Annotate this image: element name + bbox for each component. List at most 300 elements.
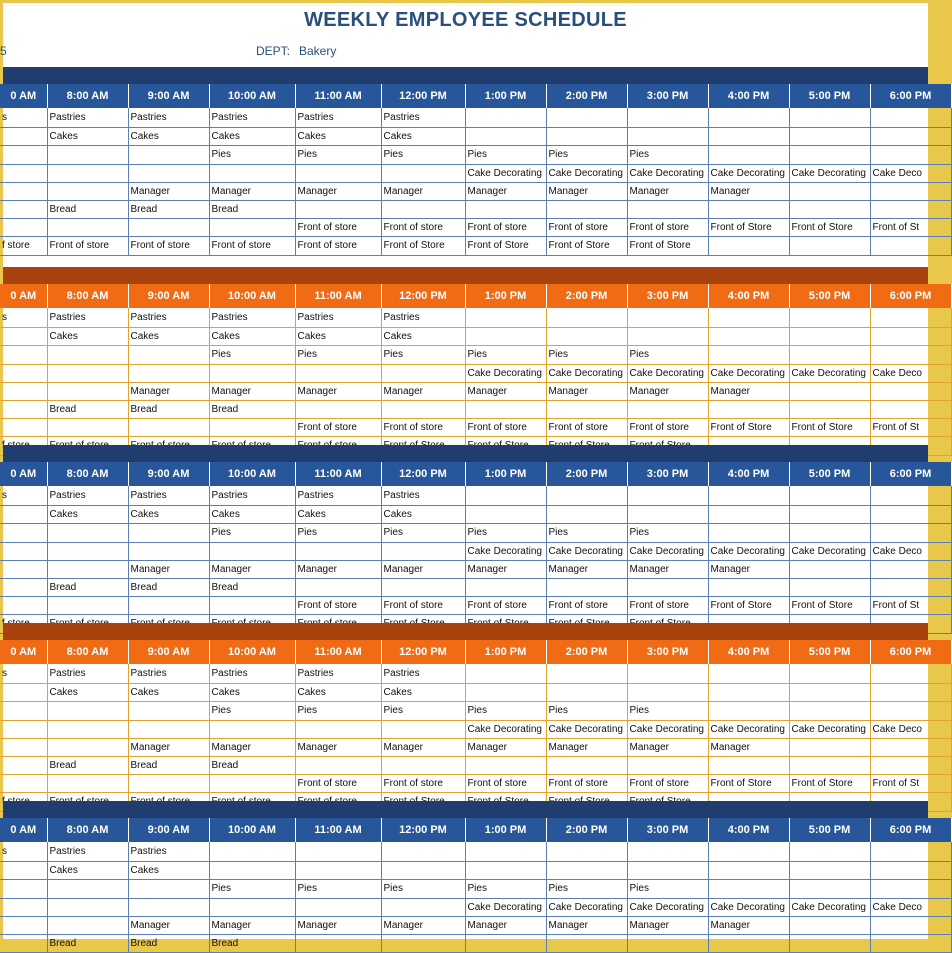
schedule-cell[interactable] [465, 400, 546, 418]
time-header-cell[interactable]: 12:00 PM [381, 462, 465, 486]
schedule-cell[interactable] [295, 861, 381, 879]
schedule-cell[interactable]: Pies [627, 345, 708, 364]
schedule-cell[interactable]: Pies [381, 879, 465, 898]
schedule-cell[interactable] [295, 578, 381, 596]
schedule-cell[interactable]: Manager [209, 738, 295, 756]
time-header-cell[interactable]: 1:00 PM [465, 818, 546, 842]
time-header-cell[interactable]: 12:00 PM [381, 284, 465, 308]
schedule-cell[interactable] [546, 108, 627, 127]
schedule-cell[interactable] [627, 934, 708, 952]
schedule-cell[interactable]: Manager [128, 182, 209, 200]
schedule-cell[interactable]: Pies [209, 145, 295, 164]
schedule-cell[interactable] [128, 542, 209, 560]
schedule-cell[interactable]: Cake Decorating [546, 898, 627, 916]
schedule-cell[interactable]: Manager [627, 916, 708, 934]
schedule-cell[interactable] [789, 145, 870, 164]
schedule-cell[interactable]: Manager [209, 182, 295, 200]
schedule-cell[interactable]: Front of Store [789, 774, 870, 792]
schedule-cell[interactable]: Cake Decorating [708, 364, 789, 382]
schedule-cell[interactable]: Cake Decorating [465, 720, 546, 738]
schedule-cell[interactable] [0, 578, 47, 596]
schedule-cell[interactable] [789, 560, 870, 578]
schedule-cell[interactable]: Cakes [47, 127, 128, 145]
schedule-cell[interactable]: Pies [627, 145, 708, 164]
schedule-cell[interactable]: Front of store [381, 418, 465, 436]
schedule-cell[interactable]: Front of store [465, 418, 546, 436]
schedule-cell[interactable]: Cake Decorating [708, 720, 789, 738]
schedule-cell[interactable] [627, 756, 708, 774]
schedule-cell[interactable] [0, 364, 47, 382]
schedule-cell[interactable] [381, 542, 465, 560]
time-header-cell[interactable]: 4:00 PM [708, 284, 789, 308]
schedule-cell[interactable] [870, 916, 951, 934]
schedule-cell[interactable] [627, 578, 708, 596]
schedule-cell[interactable]: Front of store [465, 596, 546, 614]
schedule-cell[interactable] [47, 542, 128, 560]
schedule-cell[interactable]: Manager [708, 916, 789, 934]
schedule-cell[interactable]: Bread [209, 578, 295, 596]
time-header-cell[interactable]: 8:00 AM [47, 84, 128, 108]
schedule-cell[interactable]: Pastries [381, 486, 465, 505]
time-header-cell[interactable]: 11:00 AM [295, 84, 381, 108]
schedule-cell[interactable]: Manager [295, 916, 381, 934]
schedule-cell[interactable] [0, 879, 47, 898]
schedule-cell[interactable]: Pies [465, 523, 546, 542]
schedule-cell[interactable]: Bread [47, 578, 128, 596]
schedule-cell[interactable] [0, 596, 47, 614]
schedule-cell[interactable]: s [0, 664, 47, 683]
schedule-cell[interactable]: Cakes [47, 861, 128, 879]
schedule-cell[interactable] [381, 164, 465, 182]
schedule-cell[interactable] [295, 720, 381, 738]
schedule-cell[interactable] [870, 308, 951, 327]
schedule-cell[interactable]: Front of store [546, 596, 627, 614]
schedule-cell[interactable] [465, 861, 546, 879]
schedule-cell[interactable]: Front of store [381, 774, 465, 792]
schedule-cell[interactable]: Pastries [47, 108, 128, 127]
schedule-cell[interactable] [708, 145, 789, 164]
time-header-cell[interactable]: 0 AM [0, 818, 47, 842]
time-header-cell[interactable]: 6:00 PM [870, 462, 951, 486]
schedule-cell[interactable] [627, 664, 708, 683]
time-header-cell[interactable]: 3:00 PM [627, 818, 708, 842]
schedule-cell[interactable]: Pastries [128, 664, 209, 683]
time-header-cell[interactable]: 1:00 PM [465, 640, 546, 664]
schedule-cell[interactable]: Cakes [47, 505, 128, 523]
schedule-cell[interactable] [0, 774, 47, 792]
schedule-cell[interactable]: Manager [708, 182, 789, 200]
schedule-cell[interactable]: Pies [546, 523, 627, 542]
schedule-cell[interactable] [546, 200, 627, 218]
schedule-cell[interactable] [381, 720, 465, 738]
schedule-cell[interactable]: Pastries [295, 308, 381, 327]
schedule-cell[interactable]: Cake Deco [870, 898, 951, 916]
schedule-cell[interactable] [295, 164, 381, 182]
schedule-cell[interactable] [546, 486, 627, 505]
schedule-cell[interactable] [47, 879, 128, 898]
time-header-cell[interactable]: 10:00 AM [209, 284, 295, 308]
schedule-cell[interactable]: Pastries [381, 664, 465, 683]
schedule-cell[interactable]: Pastries [209, 486, 295, 505]
schedule-cell[interactable] [870, 182, 951, 200]
time-header-cell[interactable]: 11:00 AM [295, 462, 381, 486]
schedule-cell[interactable] [465, 683, 546, 701]
schedule-cell[interactable] [128, 879, 209, 898]
schedule-cell[interactable] [0, 934, 47, 952]
time-header-cell[interactable]: 5:00 PM [789, 818, 870, 842]
schedule-cell[interactable] [465, 127, 546, 145]
schedule-cell[interactable] [870, 879, 951, 898]
schedule-cell[interactable] [546, 861, 627, 879]
schedule-cell[interactable]: Pastries [128, 108, 209, 127]
schedule-cell[interactable]: Cakes [209, 327, 295, 345]
schedule-cell[interactable]: Manager [546, 916, 627, 934]
schedule-cell[interactable] [465, 505, 546, 523]
schedule-cell[interactable]: Pies [209, 523, 295, 542]
schedule-cell[interactable] [870, 345, 951, 364]
schedule-cell[interactable]: Cakes [128, 127, 209, 145]
schedule-cell[interactable] [209, 720, 295, 738]
schedule-cell[interactable]: Pies [295, 345, 381, 364]
schedule-cell[interactable] [870, 200, 951, 218]
schedule-cell[interactable]: Manager [708, 560, 789, 578]
schedule-cell[interactable] [381, 842, 465, 861]
schedule-cell[interactable]: Manager [381, 182, 465, 200]
schedule-cell[interactable]: Cake Deco [870, 542, 951, 560]
schedule-cell[interactable]: Pastries [209, 664, 295, 683]
schedule-cell[interactable] [870, 861, 951, 879]
time-header-cell[interactable]: 12:00 PM [381, 818, 465, 842]
schedule-cell[interactable] [789, 200, 870, 218]
schedule-cell[interactable]: Cakes [295, 327, 381, 345]
time-header-cell[interactable]: 9:00 AM [128, 818, 209, 842]
time-header-cell[interactable]: 3:00 PM [627, 284, 708, 308]
schedule-cell[interactable] [0, 418, 47, 436]
schedule-cell[interactable]: Cake Decorating [465, 164, 546, 182]
schedule-cell[interactable] [128, 218, 209, 236]
schedule-cell[interactable] [708, 200, 789, 218]
time-header-cell[interactable]: 11:00 AM [295, 818, 381, 842]
schedule-cell[interactable]: Front of store [381, 596, 465, 614]
schedule-cell[interactable] [789, 505, 870, 523]
schedule-cell[interactable] [209, 418, 295, 436]
time-header-cell[interactable]: 12:00 PM [381, 84, 465, 108]
schedule-cell[interactable]: Cake Decorating [627, 364, 708, 382]
schedule-cell[interactable] [870, 683, 951, 701]
schedule-cell[interactable]: Bread [47, 756, 128, 774]
schedule-cell[interactable] [0, 505, 47, 523]
schedule-cell[interactable] [789, 236, 870, 255]
schedule-cell[interactable] [465, 327, 546, 345]
schedule-cell[interactable] [870, 523, 951, 542]
schedule-cell[interactable]: Pastries [295, 664, 381, 683]
schedule-cell[interactable] [47, 218, 128, 236]
schedule-cell[interactable] [0, 701, 47, 720]
schedule-cell[interactable]: Bread [47, 200, 128, 218]
dept-value[interactable]: Bakery [299, 44, 337, 58]
schedule-cell[interactable]: Front of store [295, 218, 381, 236]
schedule-cell[interactable] [789, 127, 870, 145]
schedule-cell[interactable]: Manager [209, 382, 295, 400]
schedule-cell[interactable]: Manager [209, 560, 295, 578]
schedule-cell[interactable] [789, 916, 870, 934]
schedule-cell[interactable] [627, 842, 708, 861]
schedule-cell[interactable]: Cake Decorating [789, 364, 870, 382]
time-header-cell[interactable]: 1:00 PM [465, 84, 546, 108]
schedule-cell[interactable] [546, 505, 627, 523]
schedule-cell[interactable]: Manager [381, 916, 465, 934]
schedule-cell[interactable]: Front of store [295, 236, 381, 255]
schedule-cell[interactable] [546, 578, 627, 596]
schedule-cell[interactable]: Bread [128, 578, 209, 596]
schedule-cell[interactable]: Cakes [381, 683, 465, 701]
schedule-cell[interactable] [0, 400, 47, 418]
schedule-cell[interactable]: Manager [381, 382, 465, 400]
schedule-cell[interactable]: Front of store [546, 218, 627, 236]
schedule-cell[interactable]: Front of Store [708, 418, 789, 436]
schedule-cell[interactable] [295, 400, 381, 418]
schedule-cell[interactable]: Cakes [209, 683, 295, 701]
schedule-cell[interactable] [708, 523, 789, 542]
schedule-cell[interactable] [295, 542, 381, 560]
schedule-cell[interactable] [546, 756, 627, 774]
schedule-cell[interactable] [708, 108, 789, 127]
time-header-cell[interactable]: 12:00 PM [381, 640, 465, 664]
schedule-cell[interactable] [627, 327, 708, 345]
schedule-cell[interactable]: Pies [546, 701, 627, 720]
schedule-cell[interactable] [47, 418, 128, 436]
schedule-cell[interactable] [789, 327, 870, 345]
schedule-cell[interactable]: Cake Decorating [546, 542, 627, 560]
schedule-cell[interactable] [870, 486, 951, 505]
time-header-cell[interactable]: 2:00 PM [546, 640, 627, 664]
schedule-cell[interactable] [465, 934, 546, 952]
schedule-cell[interactable] [128, 898, 209, 916]
schedule-cell[interactable] [47, 523, 128, 542]
schedule-cell[interactable]: Manager [295, 382, 381, 400]
time-header-cell[interactable]: 5:00 PM [789, 284, 870, 308]
time-header-cell[interactable]: 9:00 AM [128, 284, 209, 308]
time-header-cell[interactable]: 9:00 AM [128, 462, 209, 486]
schedule-cell[interactable] [789, 664, 870, 683]
schedule-cell[interactable]: Bread [128, 200, 209, 218]
time-header-cell[interactable]: 5:00 PM [789, 84, 870, 108]
schedule-cell[interactable]: Cakes [47, 683, 128, 701]
time-header-cell[interactable]: 6:00 PM [870, 84, 951, 108]
schedule-cell[interactable] [47, 560, 128, 578]
schedule-cell[interactable] [708, 400, 789, 418]
schedule-cell[interactable] [708, 861, 789, 879]
schedule-cell[interactable]: Cakes [295, 683, 381, 701]
schedule-cell[interactable] [465, 308, 546, 327]
schedule-cell[interactable] [47, 345, 128, 364]
schedule-cell[interactable]: Front of store [627, 774, 708, 792]
schedule-cell[interactable]: Cakes [128, 683, 209, 701]
schedule-cell[interactable] [0, 560, 47, 578]
schedule-cell[interactable]: Pies [209, 701, 295, 720]
schedule-cell[interactable]: Pies [465, 345, 546, 364]
schedule-cell[interactable] [708, 345, 789, 364]
time-header-cell[interactable]: 10:00 AM [209, 84, 295, 108]
schedule-cell[interactable] [381, 200, 465, 218]
schedule-cell[interactable] [47, 720, 128, 738]
schedule-cell[interactable] [0, 382, 47, 400]
schedule-cell[interactable]: Pies [465, 701, 546, 720]
schedule-cell[interactable] [870, 145, 951, 164]
schedule-cell[interactable] [381, 400, 465, 418]
schedule-cell[interactable] [0, 542, 47, 560]
schedule-cell[interactable] [47, 774, 128, 792]
schedule-cell[interactable]: Pastries [209, 308, 295, 327]
schedule-cell[interactable] [209, 218, 295, 236]
schedule-cell[interactable] [789, 738, 870, 756]
schedule-cell[interactable]: Front of store [546, 418, 627, 436]
schedule-cell[interactable] [209, 542, 295, 560]
schedule-cell[interactable]: Manager [128, 560, 209, 578]
schedule-cell[interactable]: s [0, 842, 47, 861]
schedule-cell[interactable]: Manager [128, 382, 209, 400]
schedule-cell[interactable] [47, 364, 128, 382]
schedule-cell[interactable] [47, 382, 128, 400]
schedule-cell[interactable] [465, 108, 546, 127]
schedule-cell[interactable] [708, 934, 789, 952]
schedule-cell[interactable]: s [0, 308, 47, 327]
time-header-cell[interactable]: 8:00 AM [47, 284, 128, 308]
schedule-cell[interactable] [0, 164, 47, 182]
schedule-cell[interactable]: Bread [128, 934, 209, 952]
schedule-cell[interactable]: Cake Decorating [465, 364, 546, 382]
time-header-cell[interactable]: 6:00 PM [870, 640, 951, 664]
schedule-cell[interactable] [0, 756, 47, 774]
schedule-cell[interactable]: Pies [627, 701, 708, 720]
time-header-cell[interactable]: 0 AM [0, 640, 47, 664]
time-header-cell[interactable]: 9:00 AM [128, 84, 209, 108]
schedule-cell[interactable]: Manager [465, 738, 546, 756]
schedule-cell[interactable] [627, 486, 708, 505]
schedule-cell[interactable] [870, 236, 951, 255]
schedule-cell[interactable] [870, 738, 951, 756]
schedule-cell[interactable]: Front of Store [708, 774, 789, 792]
schedule-cell[interactable]: Front of Store [789, 596, 870, 614]
schedule-cell[interactable]: Cake Decorating [627, 542, 708, 560]
schedule-cell[interactable] [209, 861, 295, 879]
schedule-cell[interactable]: Pastries [47, 664, 128, 683]
schedule-cell[interactable]: Manager [465, 916, 546, 934]
schedule-cell[interactable] [708, 308, 789, 327]
schedule-cell[interactable]: s [0, 486, 47, 505]
schedule-cell[interactable] [708, 756, 789, 774]
schedule-cell[interactable] [789, 523, 870, 542]
schedule-cell[interactable] [546, 327, 627, 345]
schedule-cell[interactable]: Pies [627, 523, 708, 542]
schedule-cell[interactable]: Manager [465, 182, 546, 200]
schedule-cell[interactable]: Pies [546, 345, 627, 364]
schedule-cell[interactable]: Pastries [295, 486, 381, 505]
schedule-cell[interactable]: Bread [209, 200, 295, 218]
schedule-cell[interactable] [209, 364, 295, 382]
schedule-cell[interactable]: Cake Decorating [546, 720, 627, 738]
schedule-cell[interactable] [0, 345, 47, 364]
schedule-cell[interactable] [546, 127, 627, 145]
schedule-cell[interactable]: Pies [465, 879, 546, 898]
time-header-cell[interactable]: 4:00 PM [708, 640, 789, 664]
schedule-cell[interactable]: Manager [546, 560, 627, 578]
schedule-cell[interactable] [789, 578, 870, 596]
schedule-cell[interactable]: Cake Decorating [546, 364, 627, 382]
schedule-cell[interactable] [465, 200, 546, 218]
schedule-cell[interactable]: Manager [627, 382, 708, 400]
schedule-cell[interactable] [465, 756, 546, 774]
schedule-cell[interactable] [47, 738, 128, 756]
schedule-cell[interactable] [789, 683, 870, 701]
schedule-cell[interactable]: Front of store [627, 418, 708, 436]
schedule-cell[interactable]: Cake Decorating [708, 542, 789, 560]
schedule-cell[interactable] [0, 218, 47, 236]
time-header-cell[interactable]: 3:00 PM [627, 84, 708, 108]
schedule-cell[interactable]: Cakes [381, 327, 465, 345]
schedule-cell[interactable]: Cake Decorating [627, 898, 708, 916]
schedule-cell[interactable] [381, 861, 465, 879]
schedule-cell[interactable]: Front of Store [708, 596, 789, 614]
schedule-cell[interactable]: Cake Decorating [546, 164, 627, 182]
schedule-cell[interactable]: Front of Store [546, 236, 627, 255]
schedule-cell[interactable]: Pies [546, 879, 627, 898]
schedule-cell[interactable]: Cakes [295, 505, 381, 523]
schedule-cell[interactable] [870, 127, 951, 145]
schedule-cell[interactable] [209, 596, 295, 614]
schedule-cell[interactable] [546, 308, 627, 327]
schedule-cell[interactable]: Bread [209, 934, 295, 952]
schedule-cell[interactable] [789, 345, 870, 364]
schedule-cell[interactable] [789, 861, 870, 879]
schedule-cell[interactable]: Manager [465, 382, 546, 400]
schedule-cell[interactable]: Cakes [128, 861, 209, 879]
schedule-cell[interactable]: Front of Store [627, 236, 708, 255]
schedule-cell[interactable] [128, 164, 209, 182]
schedule-cell[interactable]: Pies [209, 345, 295, 364]
schedule-cell[interactable]: Pies [295, 701, 381, 720]
schedule-cell[interactable]: Front of store [627, 596, 708, 614]
schedule-cell[interactable]: Front of Store [708, 218, 789, 236]
schedule-cell[interactable] [546, 664, 627, 683]
schedule-cell[interactable]: Cake Decorating [789, 720, 870, 738]
schedule-cell[interactable] [627, 683, 708, 701]
schedule-cell[interactable] [870, 701, 951, 720]
schedule-cell[interactable]: Bread [128, 756, 209, 774]
schedule-cell[interactable]: Cakes [47, 327, 128, 345]
schedule-cell[interactable] [209, 774, 295, 792]
schedule-cell[interactable] [0, 738, 47, 756]
schedule-cell[interactable]: Manager [128, 916, 209, 934]
schedule-cell[interactable] [870, 934, 951, 952]
schedule-cell[interactable]: Manager [295, 182, 381, 200]
schedule-cell[interactable]: Pies [381, 523, 465, 542]
schedule-cell[interactable] [128, 701, 209, 720]
time-header-cell[interactable]: 11:00 AM [295, 640, 381, 664]
schedule-cell[interactable] [870, 400, 951, 418]
schedule-cell[interactable] [295, 756, 381, 774]
time-header-cell[interactable]: 10:00 AM [209, 640, 295, 664]
schedule-cell[interactable]: Cake Decorating [789, 898, 870, 916]
schedule-cell[interactable] [0, 523, 47, 542]
schedule-cell[interactable] [870, 842, 951, 861]
schedule-cell[interactable]: Cake Decorating [627, 164, 708, 182]
schedule-cell[interactable] [0, 182, 47, 200]
schedule-cell[interactable] [789, 701, 870, 720]
schedule-cell[interactable] [0, 127, 47, 145]
schedule-cell[interactable] [381, 364, 465, 382]
time-header-cell[interactable]: 8:00 AM [47, 640, 128, 664]
